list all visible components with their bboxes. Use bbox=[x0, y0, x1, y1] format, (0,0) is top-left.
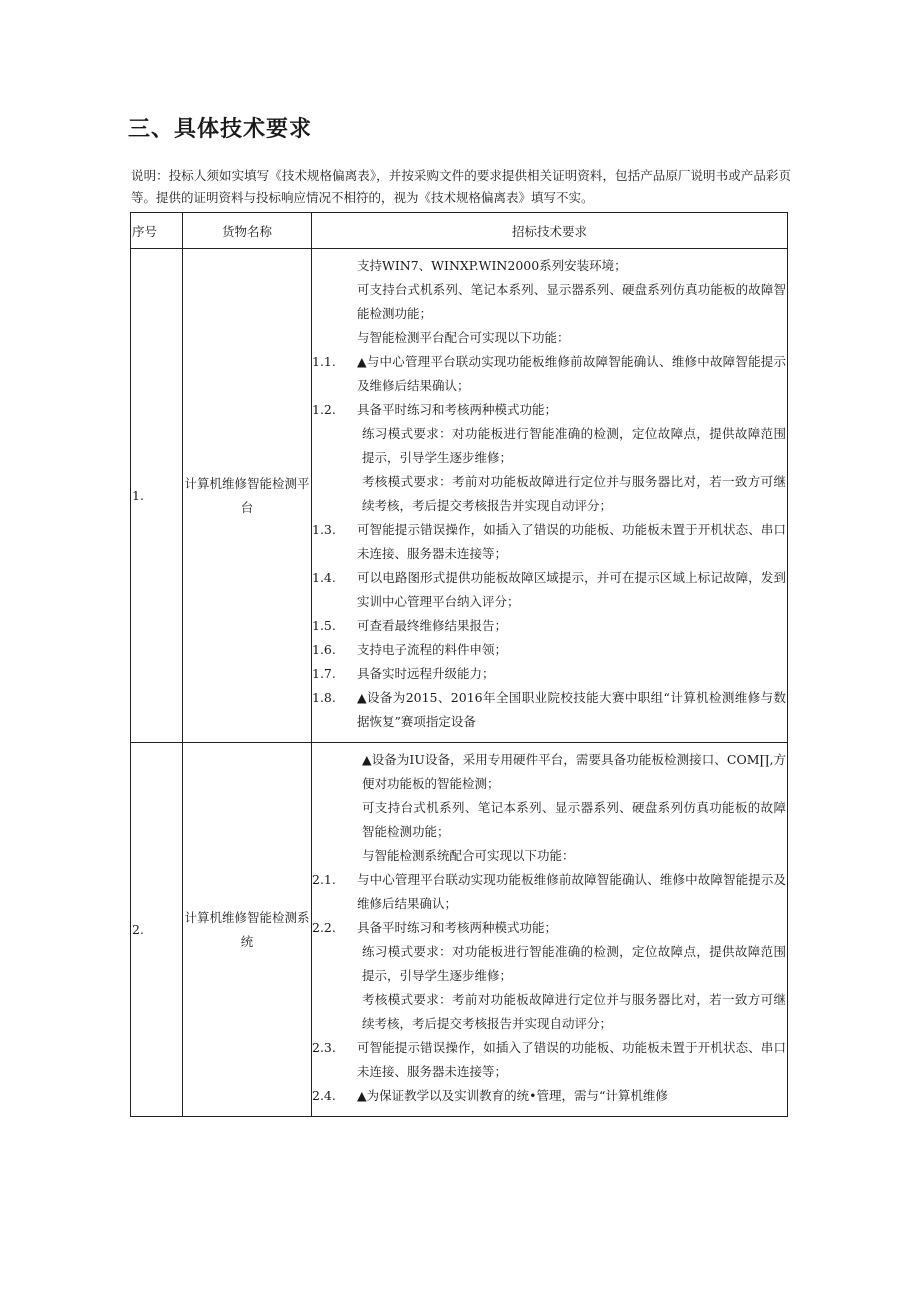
requirement-number: 1.2. bbox=[312, 402, 336, 417]
requirement-number: 2.2. bbox=[312, 920, 336, 935]
requirement-number: 1.7. bbox=[312, 666, 336, 681]
requirement-number: 1.3. bbox=[312, 522, 336, 537]
requirement-text: 可查看最终维修结果报告； bbox=[357, 618, 508, 633]
table-row bbox=[131, 743, 788, 1117]
requirement-text: 与智能检测平台配合可实现以下功能： bbox=[357, 330, 570, 345]
requirement-number: 1.1. bbox=[312, 354, 336, 369]
requirement-item bbox=[312, 566, 786, 614]
requirement-item bbox=[312, 422, 786, 470]
requirement-item bbox=[312, 350, 786, 398]
requirement-text: ▲为保证教学以及实训教育的统•管理，需与“计算机维修 bbox=[357, 1088, 668, 1103]
requirement-item bbox=[312, 470, 786, 518]
requirement-text: 可以电路图形式提供功能板故障区域提示，并可在提示区域上标记故障，发到实训中心管理平台纳入评分； bbox=[357, 570, 786, 609]
table-header-row bbox=[131, 213, 788, 249]
requirement-number: 2.3. bbox=[312, 1040, 336, 1055]
requirement-text: 考核模式要求：考前对功能板故障进行定位并与服务器比对，若一致方可继续考核，考后提交考核报告并实现自动评分； bbox=[362, 992, 786, 1031]
requirement-text: 具备平时练习和考核两种模式功能； bbox=[357, 920, 558, 935]
requirement-item bbox=[312, 748, 786, 796]
requirement-text: ▲与中心管理平台联动实现功能板维修前故障智能确认、维修中故障智能提示及维修后结果确认； bbox=[357, 354, 786, 393]
row-serial: 2. bbox=[131, 743, 183, 1117]
row-requirements bbox=[312, 743, 788, 1117]
row-goods-name: 计算机维修智能检测平台 bbox=[183, 249, 312, 743]
requirement-text: 考核模式要求：考前对功能板故障进行定位并与服务器比对，若一致方可继续考核，考后提交考核报告并实现自动评分； bbox=[362, 474, 786, 513]
requirement-number: 2.1. bbox=[312, 872, 336, 887]
requirement-text: 练习模式要求：对功能板进行智能准确的检测，定位故障点，提供故障范围提示，引导学生逐步维修； bbox=[362, 944, 786, 983]
requirement-item bbox=[312, 686, 786, 734]
requirements-table bbox=[130, 212, 788, 1117]
requirement-item bbox=[312, 614, 786, 638]
requirement-item bbox=[312, 518, 786, 566]
requirement-item bbox=[312, 1036, 786, 1084]
instruction-note: 说明：投标人须如实填写《技术规格偏离表》，并按采购文件的要求提供相关证明资料，包括产品原厂说明书或产品彩页等。提供的证明资料与投标响应情况不相符的，视为《技术规格偏离表》填写不实。 bbox=[131, 168, 791, 205]
requirement-text: 可智能提示错误操作，如插入了错误的功能板、功能板未置于开机状态、串口未连接、服务器未连接等； bbox=[357, 522, 786, 561]
requirement-item bbox=[312, 940, 786, 988]
requirement-number: 2.4. bbox=[312, 1088, 336, 1103]
requirement-number: 1.4. bbox=[312, 570, 336, 585]
requirement-text: ▲设备为IU设备，采用专用硬件平台，需要具备功能板检测接口、COM∏,方便对功能板的智能检测； bbox=[362, 752, 786, 791]
requirement-text: 具备实时远程升级能力； bbox=[357, 666, 495, 681]
requirement-text: 练习模式要求：对功能板进行智能准确的检测，定位故障点，提供故障范围提示，引导学生逐步维修； bbox=[362, 426, 786, 465]
requirement-text: 与智能检测系统配合可实现以下功能： bbox=[362, 848, 575, 863]
requirement-item bbox=[312, 254, 786, 278]
requirement-text: ▲设备为2015、2016年全国职业院校技能大赛中职组“计算机检测维修与数据恢复”赛项指定设备 bbox=[357, 690, 786, 729]
table-row bbox=[131, 249, 788, 743]
requirement-number: 1.8. bbox=[312, 690, 336, 705]
requirement-item bbox=[312, 1084, 786, 1108]
row-goods-name: 计算机维修智能检测系统 bbox=[183, 743, 312, 1117]
header-goods-name: 货物名称 bbox=[183, 213, 312, 249]
header-requirements: 招标技术要求 bbox=[312, 213, 788, 249]
row-requirements bbox=[312, 249, 788, 743]
requirement-item bbox=[312, 916, 786, 940]
requirement-number: 1.6. bbox=[312, 642, 336, 657]
requirement-text: 支持WIN7、WINXP.WIN2000系列安装环境； bbox=[357, 258, 627, 273]
requirement-text: 支持电子流程的料件申领； bbox=[357, 642, 508, 657]
requirement-item bbox=[312, 796, 786, 844]
requirement-item bbox=[312, 398, 786, 422]
requirement-item bbox=[312, 326, 786, 350]
requirement-text: 可智能提示错误操作，如插入了错误的功能板、功能板未置于开机状态、串口未连接、服务器未连接等； bbox=[357, 1040, 786, 1079]
requirement-number: 1.5. bbox=[312, 618, 336, 633]
header-serial: 序号 bbox=[131, 213, 183, 249]
requirement-text: 具备平时练习和考核两种模式功能； bbox=[357, 402, 558, 417]
requirement-item bbox=[312, 638, 786, 662]
requirement-item bbox=[312, 868, 786, 916]
section-heading: 三、具体技术要求 bbox=[128, 117, 313, 142]
requirement-item bbox=[312, 662, 786, 686]
requirement-item bbox=[312, 844, 786, 868]
requirement-text: 与中心管理平台联动实现功能板维修前故障智能确认、维修中故障智能提示及维修后结果确认； bbox=[357, 872, 786, 911]
row-serial: 1. bbox=[131, 249, 183, 743]
requirement-item bbox=[312, 278, 786, 326]
requirement-text: 可支持台式机系列、笔记本系列、显示器系列、硬盘系列仿真功能板的故障智能检测功能； bbox=[362, 800, 786, 839]
requirement-text: 可支持台式机系列、笔记本系列、显示器系列、硬盘系列仿真功能板的故障智能检测功能； bbox=[357, 282, 786, 321]
requirement-item bbox=[312, 988, 786, 1036]
